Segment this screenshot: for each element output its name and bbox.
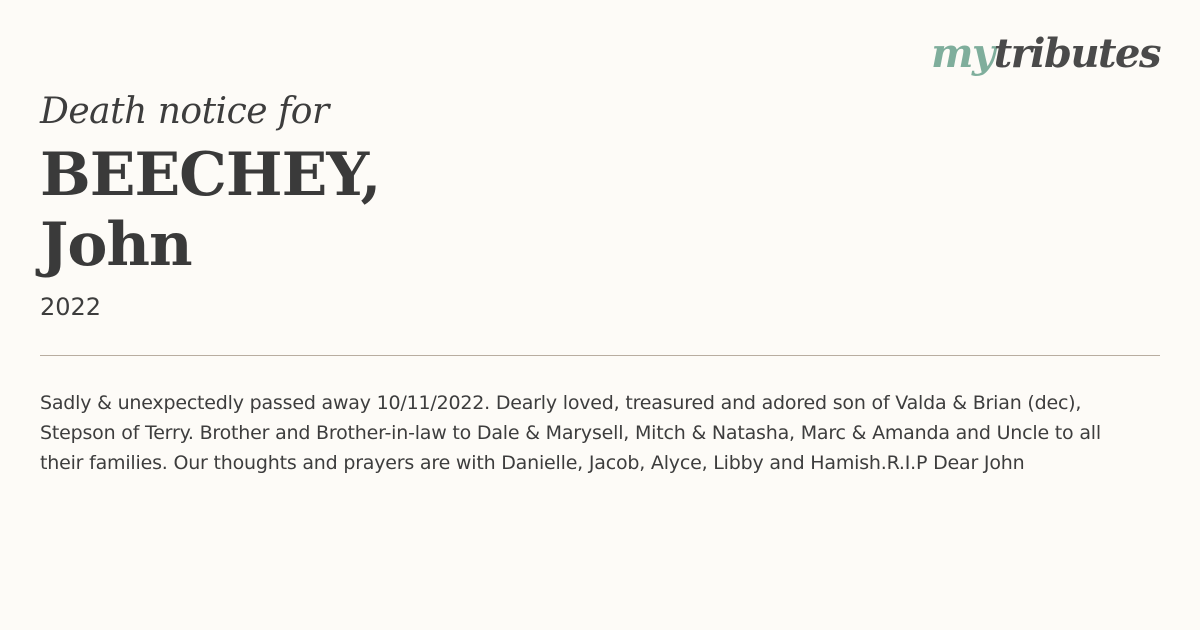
deceased-firstname: John [40,210,192,280]
deceased-surname: BEECHEY, [40,140,381,210]
divider [40,355,1160,356]
logo-tributes: tributes [993,30,1160,77]
notice-subtitle: Death notice for [40,91,329,132]
notice-year: 2022 [40,293,102,321]
notice-header [40,88,380,324]
logo-my: my [931,30,994,77]
notice-text: Sadly & unexpectedly passed away 10/11/2022. Dearly loved, treasured and adored son of Valda & Brian (dec), Stepson of Terry. Brother and Brother-in-law to Dale & Marysell, Mitch & Natasha, Marc & Amanda and Uncle to all their families. Our thoughts and prayers are with Danielle, Jacob, Alyce, Libby and Hamish.R.I.P Dear John [40,392,1101,474]
mytributes-logo[interactable] [931,30,1160,77]
